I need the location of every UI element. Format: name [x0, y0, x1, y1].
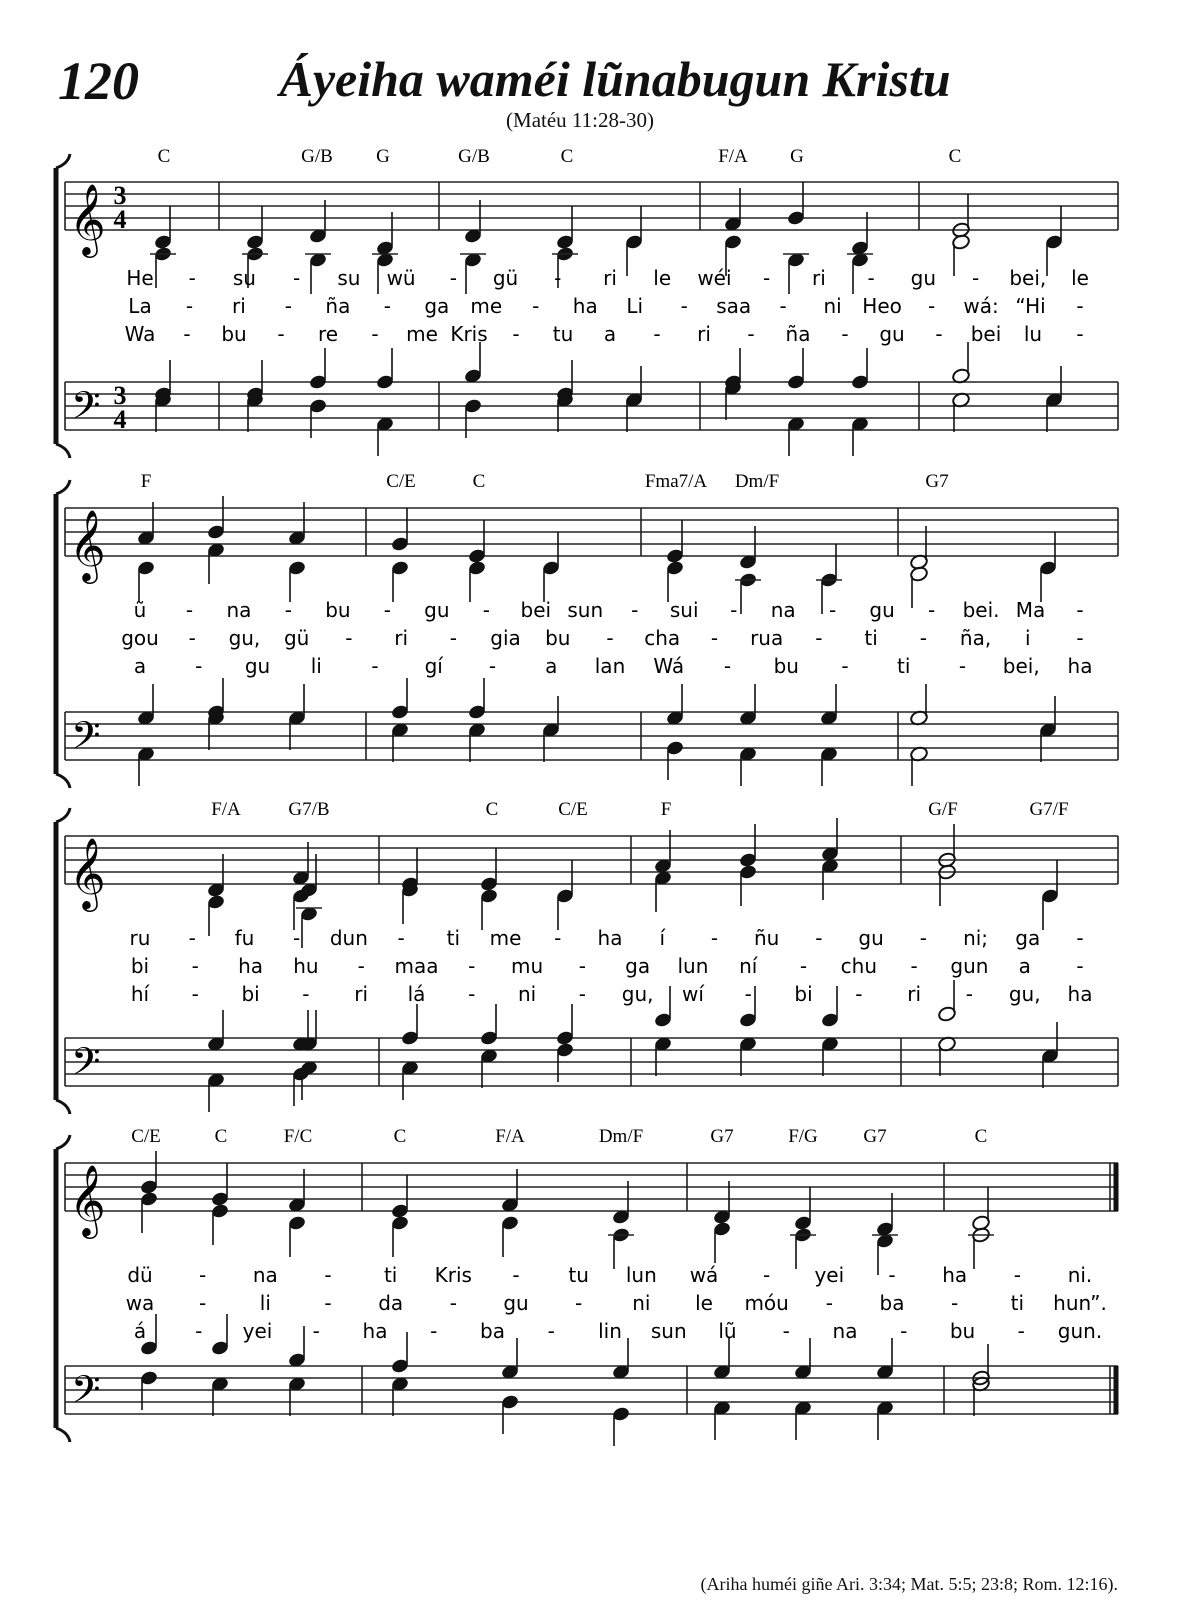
lyric-syllable: saa — [716, 294, 752, 318]
lyric-syllable: sui — [669, 598, 699, 622]
bracket-bottom-hook — [56, 1100, 70, 1114]
lyric-syllable: ha — [942, 1263, 968, 1287]
lyric-syllable: móu — [744, 1291, 789, 1315]
lyric-syllable: hun”. — [1053, 1291, 1107, 1315]
chord-symbol: G/B — [301, 146, 333, 167]
lyric-syllable: rua — [750, 626, 784, 650]
lyric-syllable: Heo — [862, 294, 902, 318]
lyric-syllable: bu — [325, 598, 351, 622]
chord-symbol: G/F — [928, 799, 958, 820]
chord-symbol: G7 — [863, 1126, 887, 1147]
lyric-syllable: gu — [910, 266, 937, 290]
lyric-syllable: - — [841, 322, 849, 346]
lyric-syllable: - — [1076, 954, 1084, 978]
lyric-syllable: - — [371, 322, 379, 346]
lyric-syllable: da — [378, 1291, 404, 1315]
lyric-syllable: - — [468, 954, 476, 978]
lyric-syllable: - — [825, 1291, 833, 1315]
lyric-syllable: “Hi — [1015, 294, 1046, 318]
lyric-syllable: bu — [949, 1319, 976, 1343]
lyric-syllable: - — [841, 654, 849, 678]
lyric-syllable: - — [910, 954, 918, 978]
lyric-syllable: gun — [950, 954, 989, 978]
lyric-syllable: - — [710, 926, 719, 950]
lyric-syllable: - — [547, 1319, 555, 1343]
chord-symbol: Dm/F — [734, 471, 780, 492]
chord-symbol: F — [660, 799, 672, 820]
bracket-top-hook — [56, 480, 70, 494]
lyric-syllable: - — [779, 294, 787, 318]
lyric-syllable: - — [606, 626, 614, 650]
lyric-syllable: ha — [1067, 982, 1093, 1006]
lyric-syllable: wá: — [963, 294, 999, 318]
lyric-syllable: - — [449, 1291, 457, 1315]
lyric-syllable: na — [770, 598, 796, 622]
lyric-syllable: bei, — [1009, 266, 1047, 290]
lyric-syllable: lá — [407, 982, 426, 1006]
lyric-syllable: - — [919, 626, 927, 650]
lyric-syllable: - — [730, 598, 738, 622]
system-2 — [56, 471, 1118, 788]
lyric-syllable: - — [357, 954, 365, 978]
lyric-syllable: fu — [234, 926, 255, 950]
lyric-syllable: - — [554, 266, 562, 290]
lyric-syllable: mu — [510, 954, 544, 978]
chord-symbol: F/C — [283, 1126, 313, 1147]
lyric-syllable: - — [371, 654, 379, 678]
lyric-syllable: He — [126, 266, 154, 290]
lyric-syllable: bei. — [962, 598, 1000, 622]
lyric-syllable: ni — [517, 982, 537, 1006]
lyric-syllable: - — [1076, 322, 1084, 346]
lyric-syllable: chu — [840, 954, 878, 978]
lyric-syllable: Kris — [434, 1263, 472, 1287]
lyric-syllable: - — [575, 1291, 583, 1315]
lyric-syllable: ga — [1015, 926, 1041, 950]
lyric-syllable: bi — [241, 982, 260, 1006]
lyric-syllable: - — [829, 598, 837, 622]
chord-symbol: F/A — [211, 799, 241, 820]
lyric-syllable: - — [185, 294, 194, 318]
lyric-syllable: - — [188, 926, 196, 950]
lyric-syllable: ni — [823, 294, 842, 318]
lyric-syllable: - — [631, 598, 639, 622]
chord-symbol: G7/F — [1029, 799, 1069, 820]
lyric-syllable: - — [744, 982, 752, 1006]
bracket-top-hook — [56, 808, 70, 822]
chord-symbol: C/E — [386, 471, 416, 492]
lyric-syllable: - — [293, 266, 301, 290]
system-4 — [56, 1126, 1118, 1446]
chord-symbol: C — [560, 146, 574, 167]
lyric-syllable: ti — [897, 654, 911, 678]
lyric-syllable: - — [723, 654, 732, 678]
lyric-syllable: ti — [446, 926, 461, 950]
system-1 — [56, 146, 1118, 458]
lyric-syllable: - — [763, 266, 771, 290]
lyric-syllable: ri — [697, 322, 711, 346]
lyric-syllable: tu — [568, 1263, 589, 1287]
lyric-syllable: ha — [597, 926, 623, 950]
lyric-syllable: - — [293, 926, 301, 950]
lyric-syllable: - — [935, 322, 943, 346]
lyric-syllable: - — [1076, 294, 1084, 318]
treble-clef-icon: 𝄞 — [69, 1163, 106, 1236]
lyric-syllable: - — [324, 1263, 332, 1287]
chord-symbol: C — [974, 1126, 988, 1147]
lyric-syllable: gu — [869, 598, 895, 622]
footer-reference: (Ariha huméi giñe Ari. 3:34; Mat. 5:5; 23:8; Rom. 12:16). — [700, 1574, 1118, 1594]
lyric-syllable: - — [710, 626, 719, 650]
lyric-syllable: ña — [325, 294, 351, 318]
lyric-syllable: - — [815, 926, 823, 950]
lyric-syllable: wa — [125, 1291, 155, 1315]
lyric-syllable: - — [680, 294, 688, 318]
lyric-syllable: gu — [503, 1291, 529, 1315]
lyric-syllable: - — [799, 954, 808, 978]
lyric-syllable: - — [312, 1319, 320, 1343]
hymn-number: 120 — [58, 51, 139, 111]
lyric-syllable: a — [133, 654, 147, 678]
lyric-syllable: na — [252, 1263, 278, 1287]
lyric-syllable: - — [383, 598, 391, 622]
chord-symbol: G — [376, 146, 390, 167]
lyric-syllable: le — [695, 1291, 713, 1315]
lyric-syllable: gí — [424, 654, 443, 678]
lyric-syllable: ba — [879, 1291, 905, 1315]
lyric-syllable: - — [512, 322, 520, 346]
lyric-syllable: ni. — [1067, 1263, 1093, 1287]
lyric-syllable: í — [659, 926, 666, 950]
lyric-syllable: gü — [492, 266, 519, 290]
lyric-syllable: ni — [632, 1291, 651, 1315]
lyric-syllable: le — [1071, 266, 1089, 290]
lyric-syllable: - — [1013, 1263, 1021, 1287]
lyric-syllable: lan — [594, 654, 626, 678]
lyric-syllable: me — [470, 294, 503, 318]
lyric-syllable: a — [603, 322, 617, 346]
lyric-syllable: - — [1076, 926, 1084, 950]
treble-clef-icon: 𝄞 — [69, 508, 106, 581]
lyric-syllable: li — [259, 1291, 271, 1315]
scripture-reference: (Matéu 11:28-30) — [506, 108, 654, 132]
lyric-syllable: re — [317, 322, 339, 346]
lyric-syllable: ri — [811, 266, 826, 290]
lyric-syllable: - — [345, 626, 353, 650]
lyric-syllable: - — [191, 954, 199, 978]
lyric-syllable: - — [747, 322, 755, 346]
lyric-syllable: á — [133, 1319, 147, 1343]
lyric-syllable: ga — [424, 294, 450, 318]
lyric-syllable: ri — [603, 266, 617, 290]
lyric-syllable: - — [1076, 598, 1084, 622]
lyric-syllable: - — [888, 1263, 896, 1287]
lyric-syllable: gü — [283, 626, 310, 650]
lyric-syllable: bi — [794, 982, 813, 1006]
lyric-syllable: ha — [572, 294, 598, 318]
lyric-syllable: ha — [1067, 654, 1093, 678]
chord-symbol: Dm/F — [598, 1126, 644, 1147]
lyric-syllable: - — [554, 926, 562, 950]
lyric-syllable: - — [578, 954, 586, 978]
lyric-syllable: dun — [329, 926, 368, 950]
chord-symbol: G7/B — [288, 799, 330, 820]
lyric-syllable: - — [958, 654, 967, 678]
lyric-syllable: Ma — [1015, 598, 1046, 622]
lyric-syllable: - — [185, 598, 194, 622]
lyric-syllable: wéi — [697, 266, 732, 290]
lyric-syllable: - — [468, 982, 476, 1006]
chord-symbol: G — [790, 146, 804, 167]
lyric-syllable: yei — [814, 1263, 845, 1287]
lyric-syllable: ru — [129, 926, 151, 950]
lyric-syllable: Wá — [653, 654, 685, 678]
lyric-syllable: ri — [232, 294, 246, 318]
lyric-syllable: bi — [130, 954, 150, 978]
lyric-syllable: bei — [970, 322, 1002, 346]
lyric-syllable: - — [195, 1319, 203, 1343]
lyric-syllable: gu — [879, 322, 905, 346]
hymn-title: Áyeiha waméi lũnabugun Kristu — [279, 51, 951, 107]
lyric-syllable: bu — [545, 626, 571, 650]
lyric-syllable: - — [383, 294, 391, 318]
lyric-syllable: - — [763, 1263, 771, 1287]
lyric-syllable: gu — [424, 598, 450, 622]
lyric-syllable: bu — [773, 654, 799, 678]
lyric-syllable: ba — [480, 1319, 505, 1343]
lyric-syllable: La — [128, 294, 152, 318]
bracket-bottom-hook — [56, 1428, 70, 1442]
lyric-syllable: gu, — [621, 982, 654, 1006]
chord-symbol: C/E — [558, 799, 588, 820]
lyric-syllable: - — [782, 1319, 790, 1343]
lyric-syllable: ñu — [753, 926, 780, 950]
lyric-syllable: ri — [354, 982, 369, 1006]
lyric-syllable: gou — [121, 626, 159, 650]
lyric-syllable: - — [188, 266, 196, 290]
bass-clef-icon: 𝄢 — [71, 1039, 101, 1093]
lyric-syllable: ga — [625, 954, 651, 978]
chord-symbol: F — [140, 471, 152, 492]
time-signature-bottom: 4 — [113, 405, 127, 434]
chord-symbol: C — [472, 471, 486, 492]
bass-clef-icon: 𝄢 — [71, 713, 101, 767]
lyric-syllable: - — [488, 654, 497, 678]
lyric-syllable: ti — [864, 626, 878, 650]
chord-symbol: C — [214, 1126, 228, 1147]
time-signature-top: 3 — [113, 381, 127, 410]
lyric-syllable: - — [1076, 626, 1084, 650]
lyric-syllable: na — [832, 1319, 858, 1343]
lyric-syllable: - — [855, 982, 863, 1006]
lyric-syllable: i — [1024, 626, 1031, 650]
chord-symbol: G7 — [925, 471, 949, 492]
lyric-syllable: - — [277, 322, 285, 346]
bracket-top-hook — [56, 154, 70, 168]
lyric-syllable: - — [449, 266, 457, 290]
lyric-syllable: ña, — [959, 626, 992, 650]
lyric-syllable: ha — [238, 954, 264, 978]
chord-symbol: C — [157, 146, 171, 167]
lyric-syllable: lũ — [718, 1319, 737, 1343]
lyric-syllable: - — [512, 1263, 520, 1287]
lyric-syllable: - — [653, 322, 661, 346]
lyric-syllable: sun — [650, 1319, 687, 1343]
lyric-syllable: bei, — [1002, 654, 1040, 678]
lyric-syllable: li — [310, 654, 322, 678]
lyric-syllable: - — [815, 626, 823, 650]
chord-symbol: F/A — [718, 146, 748, 167]
lyric-syllable: lin — [598, 1319, 622, 1343]
lyric-syllable: - — [482, 598, 490, 622]
lyric-syllable: me — [406, 322, 438, 346]
lyric-syllable: - — [199, 1263, 207, 1287]
lyric-syllable: lun — [625, 1263, 657, 1287]
lyric-syllable: le — [653, 266, 672, 290]
chord-symbol: G/B — [458, 146, 490, 167]
lyric-syllable: - — [951, 1291, 959, 1315]
lyric-syllable: - — [302, 982, 310, 1006]
lyric-syllable: Li — [626, 294, 644, 318]
lyric-syllable: lun — [677, 954, 709, 978]
lyric-syllable: gu, — [1008, 982, 1041, 1006]
lyric-syllable: - — [927, 294, 936, 318]
bracket-bottom-hook — [56, 774, 70, 788]
lyric-syllable: - — [867, 266, 875, 290]
lyric-syllable: gia — [490, 626, 521, 650]
lyric-syllable: bei — [520, 598, 552, 622]
lyric-syllable: - — [183, 322, 191, 346]
chord-symbol: C — [948, 146, 962, 167]
system-3 — [56, 799, 1118, 1114]
lyric-syllable: ti — [383, 1263, 398, 1287]
lyric-syllable: ri — [394, 626, 409, 650]
lyric-syllable: - — [449, 626, 457, 650]
lyric-syllable: ña — [785, 322, 811, 346]
bracket-bottom-hook — [56, 444, 70, 458]
time-signature-top: 3 — [113, 181, 127, 210]
lyric-syllable: ri — [907, 982, 922, 1006]
chord-symbol: F/G — [788, 1126, 818, 1147]
lyric-syllable: tu — [552, 322, 574, 346]
lyric-syllable: gun. — [1057, 1319, 1103, 1343]
lyric-syllable: me — [489, 926, 522, 950]
lyric-syllable: sun — [567, 598, 604, 622]
lyric-syllable: cha — [644, 626, 681, 650]
chord-symbol: C — [393, 1126, 407, 1147]
lyric-syllable: - — [578, 982, 586, 1006]
lyric-syllable: gu, — [228, 626, 261, 650]
chord-symbol: G7 — [710, 1126, 734, 1147]
lyric-syllable: - — [927, 598, 936, 622]
bracket-top-hook — [56, 1135, 70, 1149]
lyric-syllable: ũ — [133, 598, 147, 622]
lyric-syllable: gu — [858, 926, 884, 950]
chord-symbol: C/E — [131, 1126, 161, 1147]
time-signature-bottom: 4 — [113, 205, 127, 234]
lyric-syllable: a — [545, 654, 558, 678]
lyric-syllable: - — [532, 294, 540, 318]
lyric-syllable: ti — [1010, 1291, 1025, 1315]
chord-symbol: Fma7/A — [644, 471, 708, 492]
lyric-syllable: yei — [242, 1319, 273, 1343]
bass-clef-icon: 𝄢 — [71, 383, 101, 437]
lyric-syllable: bu — [221, 322, 247, 346]
lyric-syllable: hí — [130, 982, 150, 1006]
lyric-syllable: - — [324, 1291, 332, 1315]
lyric-syllable: ní — [739, 954, 758, 978]
lyric-syllable: gu — [244, 654, 271, 678]
treble-clef-icon: 𝄞 — [69, 836, 106, 909]
lyric-syllable: - — [397, 926, 405, 950]
bass-clef-icon: 𝄢 — [71, 1367, 101, 1421]
lyric-syllable: - — [919, 926, 927, 950]
lyric-syllable: - — [965, 982, 974, 1006]
lyric-syllable: su — [337, 266, 361, 290]
lyric-syllable: dü — [127, 1263, 153, 1287]
lyric-syllable: - — [430, 1319, 438, 1343]
lyric-syllable: - — [900, 1319, 908, 1343]
chord-symbol: F/A — [495, 1126, 525, 1147]
lyric-syllable: wí — [681, 982, 704, 1006]
lyric-syllable: su — [232, 266, 256, 290]
lyric-syllable: - — [195, 654, 203, 678]
lyric-syllable: - — [199, 1291, 207, 1315]
lyric-syllable: - — [971, 266, 980, 290]
chord-symbol: C — [485, 799, 499, 820]
lyric-syllable: na — [226, 598, 252, 622]
lyric-syllable: ni; — [963, 926, 989, 950]
lyric-syllable: hu — [293, 954, 319, 978]
lyric-syllable: Wa — [124, 322, 156, 346]
lyric-syllable: - — [188, 626, 196, 650]
lyric-syllable: a — [1018, 954, 1031, 978]
lyric-syllable: - — [284, 294, 293, 318]
lyric-syllable: wá — [689, 1263, 719, 1287]
lyric-syllable: ha — [362, 1319, 388, 1343]
lyric-syllable: - — [1017, 1319, 1025, 1343]
treble-clef-icon: 𝄞 — [69, 182, 106, 255]
lyric-syllable: lu — [1023, 322, 1043, 346]
lyric-syllable: Kris — [450, 322, 488, 346]
lyric-syllable: - — [191, 982, 199, 1006]
lyric-syllable: - — [284, 598, 293, 622]
lyric-syllable: maa — [394, 954, 439, 978]
lyric-syllable: wü — [386, 266, 416, 290]
